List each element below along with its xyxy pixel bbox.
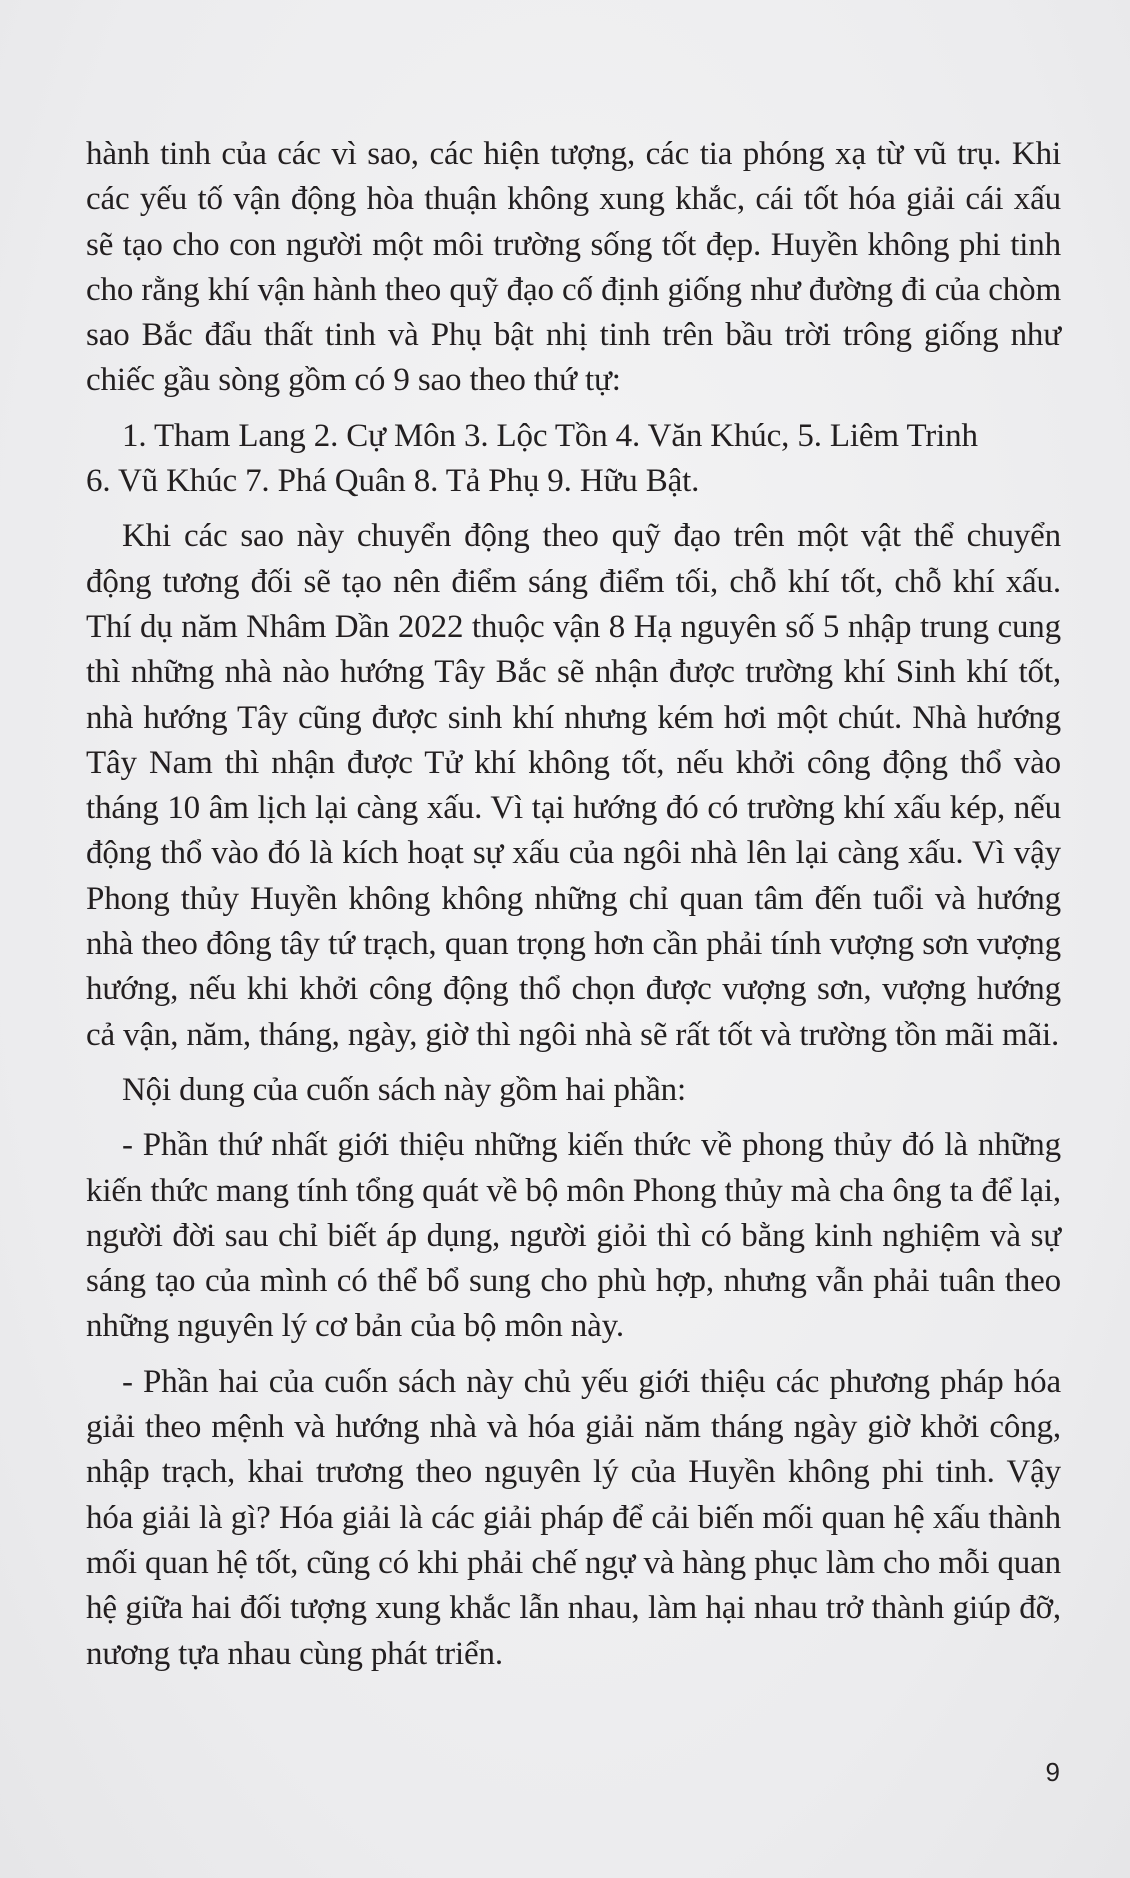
paragraph-star-motion: Khi các sao này chuyển động theo quỹ đạo trên một vật thể chuyển động tương đối sẽ tạo nên điểm sáng điểm tối, chỗ khí tốt, chỗ khí xấu. Thí dụ năm Nhâm Dần 2022 thuộc vận 8 Hạ nguyên số 5 nhập trung cung thì những nhà nào hướng Tây Bắc sẽ nhận được trường khí Sinh khí tốt, nhà hướng Tây cũng được sinh khí nhưng kém hơi một chút. Nhà hướng Tây Nam thì nhận được Tử khí không tốt, nếu khởi công động thổ vào tháng 10 âm lịch lại càng xấu. Vì tại hướng đó có trường khí xấu kép, nếu động thổ vào đó là kích hoạt sự xấu của ngôi nhà lên lại càng xấu. Vì vậy Phong thủy Huyền không không những chỉ quan tâm đến tuổi và hướng nhà theo đông tây tứ trạch, quan trọng hơn cần phải tính vượng sơn vượng hướng, nếu khi khởi công động thổ chọn được vượng sơn, vượng hướng cả vận, năm, tháng, ngày, giờ thì ngôi nhà sẽ rất tốt và trường tồn mãi mãi. — [86, 518, 1061, 1053]
body-text — [86, 132, 1061, 1677]
paragraph-intro: hành tinh của các vì sao, các hiện tượng, các tia phóng xạ từ vũ trụ. Khi các yếu tố vận động hòa thuận không xung khắc, cái tốt hóa giải cái xấu sẽ tạo cho con người một môi trường sống tốt đẹp. Huyền không phi tinh cho rằng khí vận hành theo quỹ đạo cố định giống như đường đi của chòm sao Bắc đẩu thất tinh và Phụ bật nhị tinh trên bầu trời trông giống như chiếc gầu sòng gồm có 9 sao theo thứ tự: — [86, 136, 1061, 399]
paragraph-part-two: - Phần hai của cuốn sách này chủ yếu giới thiệu các phương pháp hóa giải theo mệnh và hướng nhà và hóa giải năm tháng ngày giờ khởi công, nhập trạch, khai trương theo nguyên lý của Huyền không phi tinh. Vậy hóa giải là gì? Hóa giải là các giải pháp để cải biến mối quan hệ xấu thành mối quan hệ tốt, cũng có khi phải chế ngự và hàng phục làm cho mỗi quan hệ giữa hai đối tượng xung khắc lẫn nhau, làm hại nhau trở thành giúp đỡ, nương tựa nhau cùng phát triển. — [86, 1363, 1061, 1672]
star-list-line-1: 1. Tham Lang 2. Cự Môn 3. Lộc Tồn 4. Văn Khúc, 5. Liêm Trinh — [122, 417, 978, 454]
star-list — [86, 414, 1061, 505]
star-list-line-2: 6. Vũ Khúc 7. Phá Quân 8. Tả Phụ 9. Hữu Bật. — [86, 463, 700, 500]
page-number: 9 — [1045, 1757, 1060, 1787]
paragraph-part-one: - Phần thứ nhất giới thiệu những kiến thức về phong thủy đó là những kiến thức mang tính tổng quát về bộ môn Phong thủy mà cha ông ta để lại, người đời sau chỉ biết áp dụng, người giỏi thì có bằng kinh nghiệm và sự sáng tạo của mình có thể bổ sung cho phù hợp, nhưng vẫn phải tuân theo những nguyên lý cơ bản của bộ môn này. — [86, 1127, 1061, 1345]
paragraph-book-contents: Nội dung của cuốn sách này gồm hai phần: — [122, 1071, 687, 1108]
